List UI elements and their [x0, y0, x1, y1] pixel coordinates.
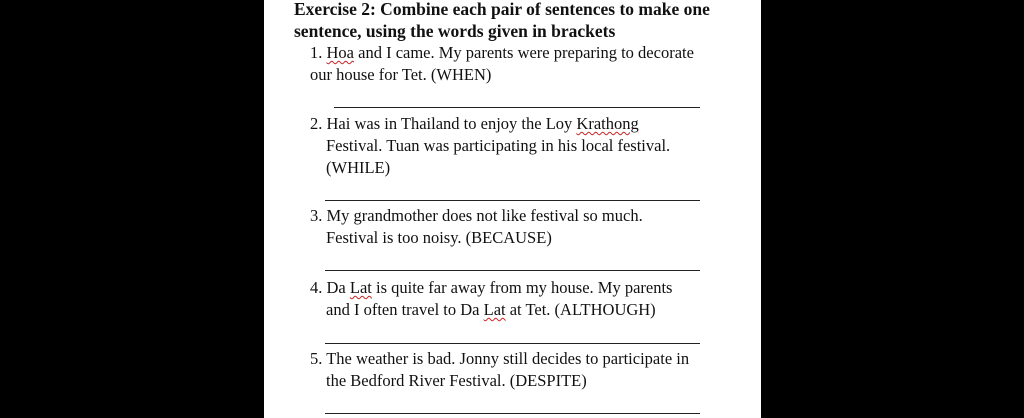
item-5-line-1-text: The weather is bad. Jonny still decides to participate in [322, 349, 690, 368]
item-4-spellcheck-word-1: Lat [349, 278, 372, 297]
item-2-number: 2. [310, 114, 323, 133]
item-2-line-1 [310, 113, 750, 135]
item-5-line-1 [310, 348, 750, 370]
item-4-line-1-text: Da [322, 278, 350, 297]
item-3-line-1-text: My grandmother does not like festival so much. [322, 206, 643, 225]
item-1-spellcheck-word: Hoa [326, 43, 354, 62]
item-4-line-2-text: and I often travel to Da [326, 300, 484, 319]
exercise-item-4 [310, 277, 750, 321]
item-5-number: 5. [310, 349, 323, 368]
item-4-line-1-rest: is quite far away from my house. My parents [371, 278, 673, 297]
item-2-line-2: Festival. Tuan was participating in his local festival. [326, 136, 671, 155]
item-3-number: 3. [310, 206, 323, 225]
item-3-line-2: Festival is too noisy. (BECAUSE) [326, 228, 552, 247]
item-2-spellcheck-word: Krathong [576, 114, 639, 133]
exercise-title [294, 0, 754, 42]
item-3-line-1 [310, 205, 750, 227]
answer-line-3[interactable] [325, 270, 700, 271]
item-2-line-3: (WHILE) [326, 158, 391, 177]
exercise-item-3 [310, 205, 750, 249]
item-4-line-2 [310, 299, 750, 321]
item-1-line-1-text: and I came. My parents were preparing to decorate [354, 43, 694, 62]
item-4-line-2-rest: at Tet. (ALTHOUGH) [505, 300, 656, 319]
item-4-number: 4. [310, 278, 323, 297]
item-2-line-1-text: Hai was in Thailand to enjoy the Loy [322, 114, 577, 133]
answer-line-5[interactable] [325, 413, 700, 414]
item-1-line-2: our house for Tet. (WHEN) [310, 65, 492, 84]
item-4-spellcheck-word-2: Lat [483, 300, 506, 319]
worksheet-page [264, 0, 761, 418]
answer-line-2[interactable] [325, 200, 700, 201]
exercise-item-5 [310, 348, 750, 392]
answer-line-1[interactable] [334, 107, 700, 108]
item-1-line-1 [310, 42, 750, 64]
title-line-2: sentence, using the words given in brackets [294, 21, 616, 41]
exercise-item-1 [310, 42, 750, 86]
exercise-item-2 [310, 113, 750, 179]
title-line-1: Exercise 2: Combine each pair of sentences to make one [294, 0, 710, 19]
item-4-line-1 [310, 277, 750, 299]
item-1-number: 1. [310, 43, 323, 62]
answer-line-4[interactable] [325, 343, 700, 344]
item-5-line-2: the Bedford River Festival. (DESPITE) [326, 371, 587, 390]
